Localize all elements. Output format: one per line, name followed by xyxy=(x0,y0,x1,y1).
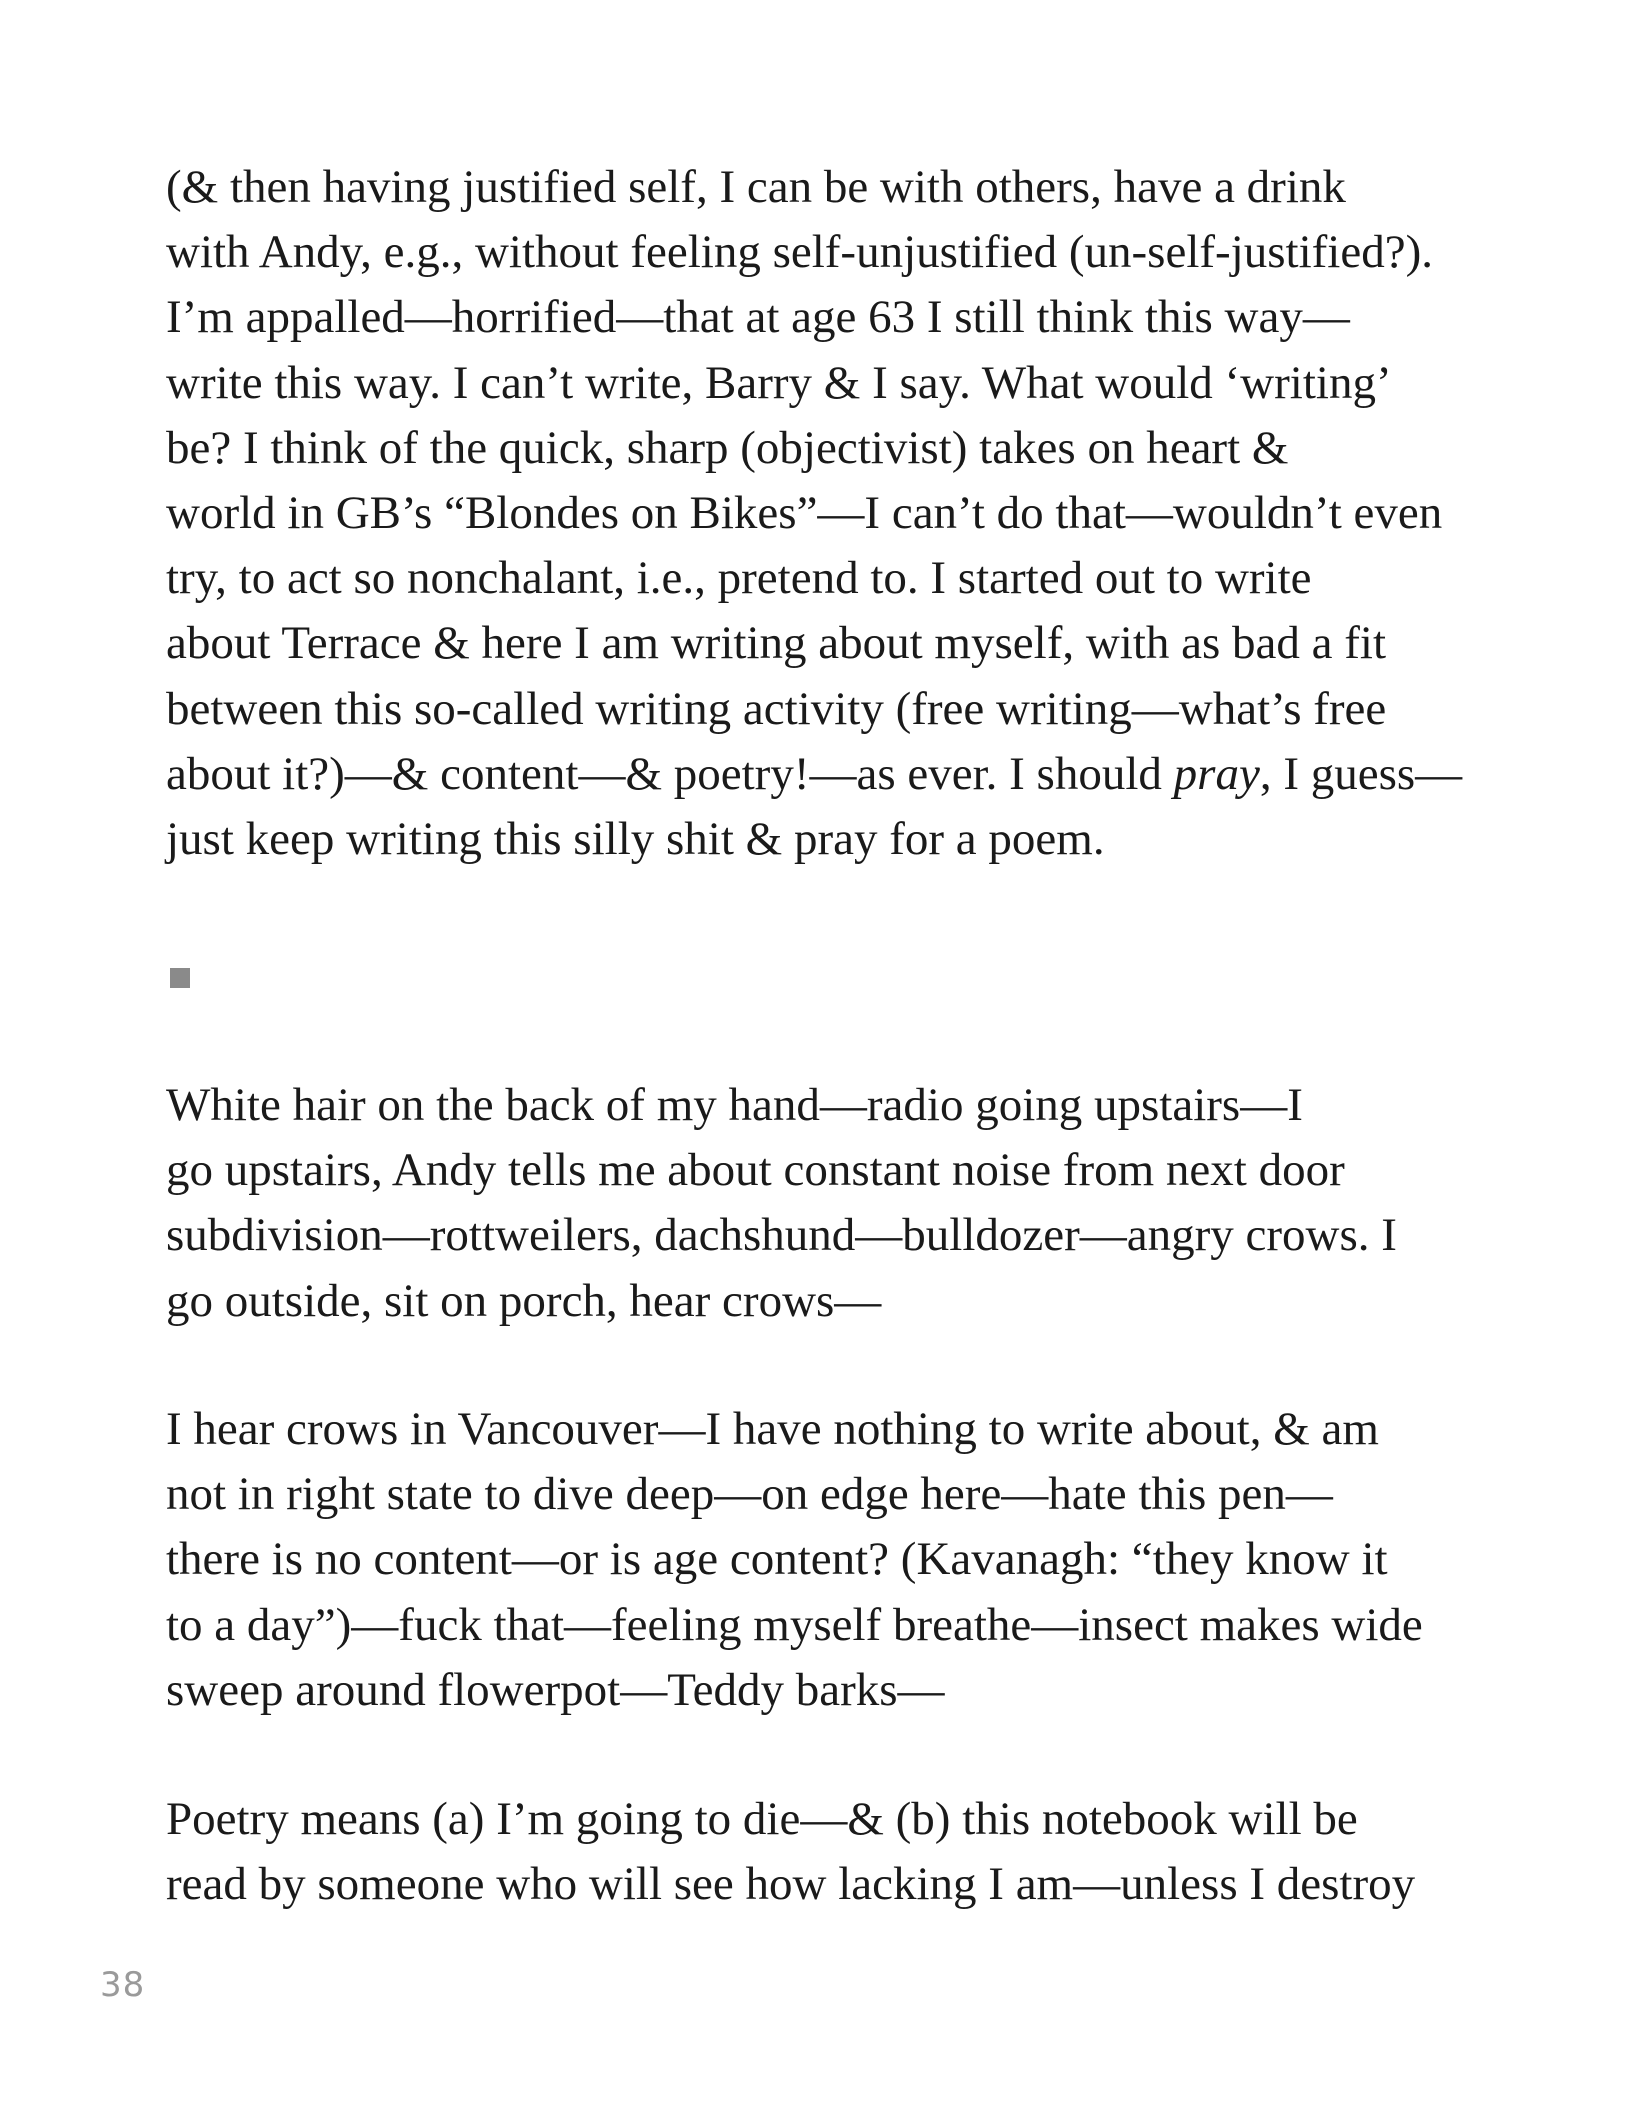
text-line: between this so-called writing activity (free writing—what’s free xyxy=(166,682,1387,735)
text-line: about Terrace & here I am writing about myself, with as bad a fit xyxy=(166,617,1387,670)
passage-3 xyxy=(166,1397,1556,1723)
text-segment: about it?)—& content—& poetry!—as ever. I should xyxy=(166,747,1174,800)
text-line: I hear crows in Vancouver—I have nothing to write about, & am xyxy=(166,1403,1379,1455)
text-line: sweep around flowerpot—Teddy barks— xyxy=(166,1663,945,1716)
text-line: with Andy, e.g., without feeling self-unjustified (un-self-justified?). xyxy=(166,226,1433,279)
text-line: just keep writing this silly shit & pray for a poem. xyxy=(166,812,1105,865)
text-line: subdivision—rottweilers, dachshund—bulldozer—angry crows. I xyxy=(166,1209,1397,1262)
text-line: read by someone who will see how lacking I am—unless I destroy xyxy=(166,1858,1416,1911)
text-line: world in GB’s “Blondes on Bikes”—I can’t do that—wouldn’t even xyxy=(166,486,1443,539)
italic-word: pray xyxy=(1173,747,1260,800)
text-line: go outside, sit on porch, hear crows— xyxy=(166,1274,882,1327)
passage-1 xyxy=(166,155,1556,872)
text-line: there is no content—or is age content? (Kavanagh: “they know it xyxy=(166,1533,1388,1586)
text-segment: , I guess— xyxy=(1259,747,1463,800)
text-line: Poetry means (a) I’m going to die—& (b) this notebook will be xyxy=(166,1793,1358,1845)
text-line-with-italic xyxy=(166,742,1556,807)
text-line: I’m appalled—horrified—that at age 63 I still think this way— xyxy=(166,291,1350,344)
text-line: to a day”)—fuck that—feeling myself breathe—insect makes wide xyxy=(166,1598,1423,1651)
text-line: be? I think of the quick, sharp (objectivist) takes on heart & xyxy=(166,421,1289,474)
text-line: not in right state to dive deep—on edge here—hate this pen— xyxy=(166,1468,1333,1521)
text-line: go upstairs, Andy tells me about constant noise from next door xyxy=(166,1144,1345,1197)
passage-4 xyxy=(166,1787,1556,1917)
text-line: (& then having justified self, I can be with others, have a drink xyxy=(166,161,1346,213)
section-break-marker xyxy=(170,968,190,988)
text-line: try, to act so nonchalant, i.e., pretend to. I started out to write xyxy=(166,552,1312,605)
text-line: White hair on the back of my hand—radio going upstairs—I xyxy=(166,1079,1303,1131)
text-line: write this way. I can’t write, Barry & I say. What would ‘writing’ xyxy=(166,356,1392,409)
passage-2 xyxy=(166,1073,1556,1334)
page-number: 38 xyxy=(100,1965,146,2005)
